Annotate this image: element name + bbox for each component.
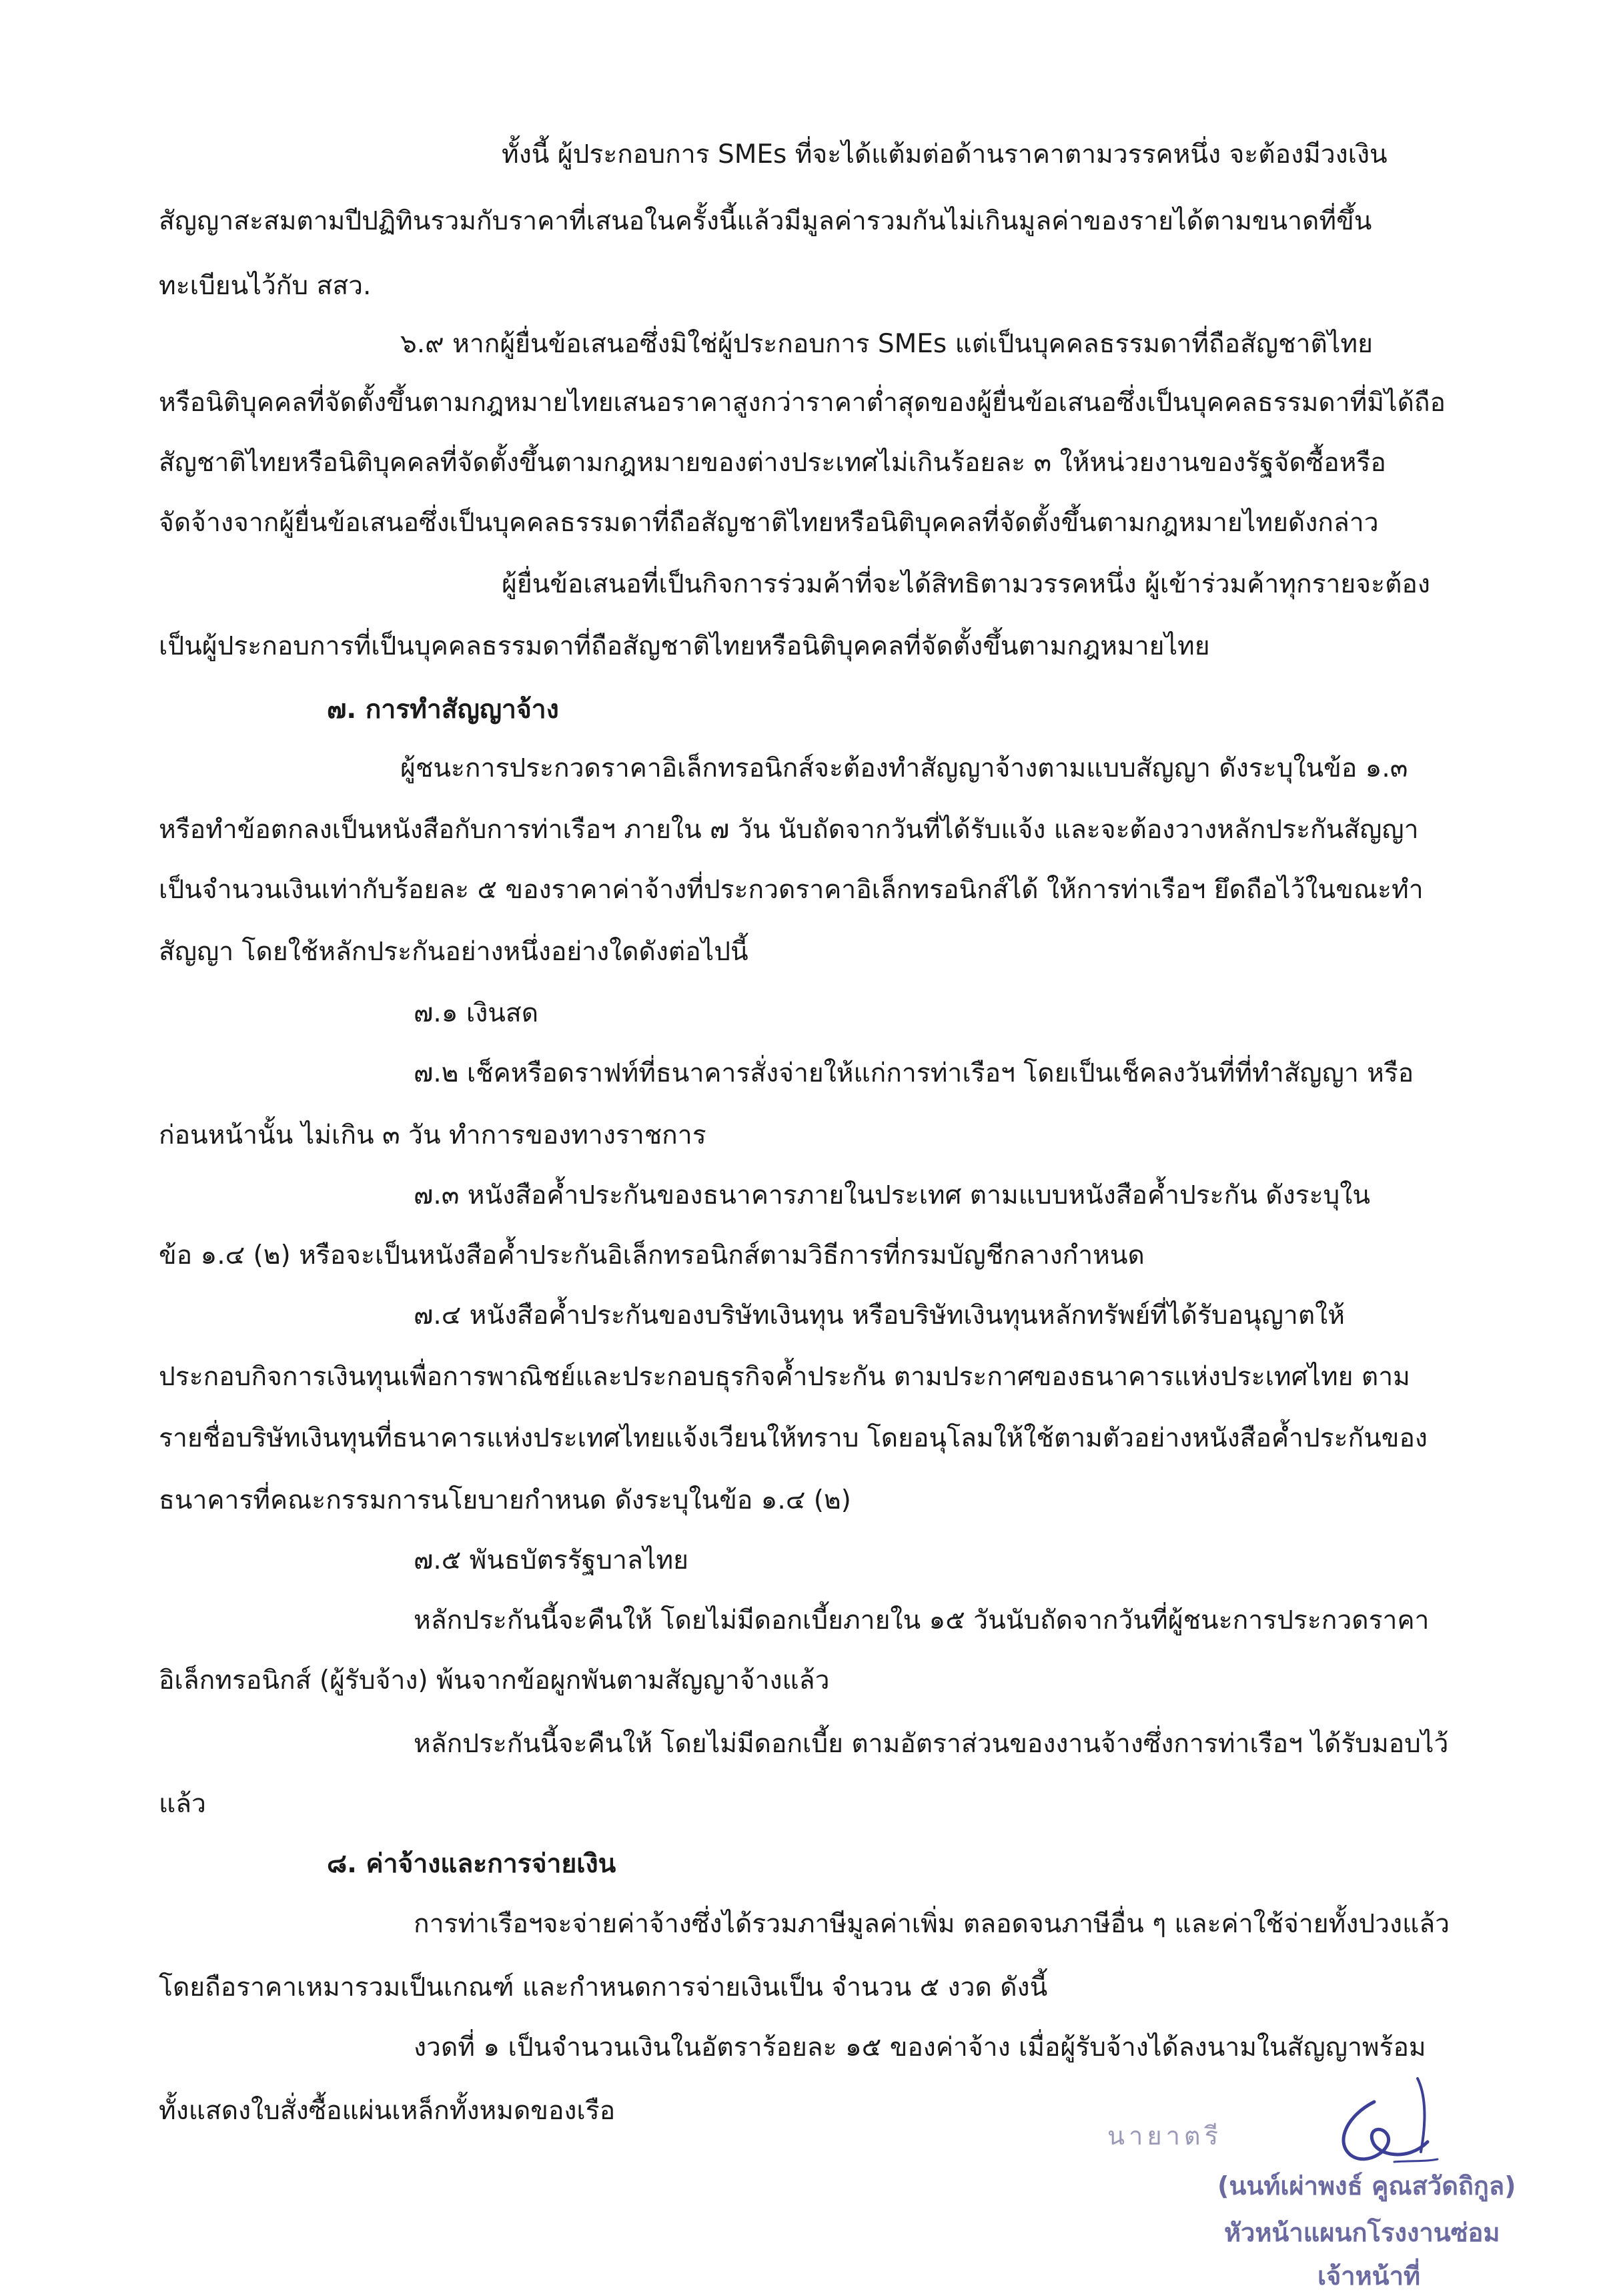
paragraph-line: การท่าเรือฯจะจ่ายค่าจ้างซึ่งได้รวมภาษีมูลค่าเพิ่ม ตลอดจนภาษีอื่น ๆ และค่าใช้จ่ายทั้งปวงแล้ว <box>414 1909 1450 1939</box>
paragraph-line: งวดที่ ๑ เป็นจำนวนเงินในอัตราร้อยละ ๑๕ ของค่าจ้าง เมื่อผู้รับจ้างได้ลงนามในสัญญาพร้อม <box>414 2032 1426 2062</box>
paragraph-line: หลักประกันนี้จะคืนให้ โดยไม่มีดอกเบี้ยภายใน ๑๕ วันนับถัดจากวันที่ผู้ชนะการประกวดราคา <box>414 1605 1430 1635</box>
paragraph-line: โดยถือราคาเหมารวมเป็นเกณฑ์ และกำหนดการจ่ายเงินเป็น จำนวน ๕ งวด ดังนี้ <box>159 1972 1048 2002</box>
list-item: ๗.๔ หนังสือค้ำประกันของบริษัทเงินทุน หรือบริษัทเงินทุนหลักทรัพย์ที่ได้รับอนุญาตให้ <box>414 1300 1345 1330</box>
paragraph-line: ผู้ยื่นข้อเสนอที่เป็นกิจการร่วมค้าที่จะได้สิทธิตามวรรคหนึ่ง ผู้เข้าร่วมค้าทุกรายจะต้อง <box>502 569 1430 599</box>
paragraph-line: ทะเบียนไว้กับ สสว. <box>159 271 372 301</box>
list-item: ๗.๒ เช็คหรือดราฟท์ที่ธนาคารสั่งจ่ายให้แก่การท่าเรือฯ โดยเป็นเช็คลงวันที่ที่ทำสัญญา หรือ <box>414 1058 1414 1088</box>
paragraph-line: ข้อ ๑.๔ (๒) หรือจะเป็นหนังสือค้ำประกันอิเล็กทรอนิกส์ตามวิธีการที่กรมบัญชีกลางกำหนด <box>159 1240 1145 1270</box>
paragraph-line: ก่อนหน้านั้น ไม่เกิน ๓ วัน ทำการของทางราชการ <box>159 1120 706 1150</box>
paragraph-line: สัญชาติไทยหรือนิติบุคคลที่จัดตั้งขึ้นตามกฎหมายของต่างประเทศไม่เกินร้อยละ ๓ ให้หน่วยงานของรัฐจัดซื้อหรือ <box>159 448 1386 478</box>
stamp-role-text: นายาตรี <box>1107 2121 1223 2151</box>
paragraph-line: หรือนิติบุคคลที่จัดตั้งขึ้นตามกฎหมายไทยเสนอราคาสูงกว่าราคาต่ำสุดของผู้ยื่นข้อเสนอซึ่งเป็นบุคคลธรรมดาที่มิได้ถือ <box>159 388 1446 418</box>
paragraph-line: แล้ว <box>159 1789 206 1819</box>
list-item: ๗.๑ เงินสด <box>414 998 539 1028</box>
list-item: ๗.๕ พันธบัตรรัฐบาลไทย <box>414 1545 689 1575</box>
stamp-name: (นนท์เผ่าพงธ์ คูณสวัดถิกูล) <box>1217 2171 1516 2201</box>
paragraph-line: ประกอบกิจการเงินทุนเพื่อการพาณิชย์และประกอบธุรกิจค้ำประกัน ตามประกาศของธนาคารแห่งประเทศไทย ตาม <box>159 1362 1410 1392</box>
paragraph-line: หรือทำข้อตกลงเป็นหนังสือกับการท่าเรือฯ ภายใน ๗ วัน นับถัดจากวันที่ได้รับแจ้ง และจะต้องวางหลักประกันสัญญา <box>159 815 1419 845</box>
paragraph-line: เป็นจำนวนเงินเท่ากับร้อยละ ๕ ของราคาค่าจ้างที่ประกวดราคาอิเล็กทรอนิกส์ได้ ให้การท่าเรือฯ ยึดถือไว้ในขณะทำ <box>159 875 1424 905</box>
paragraph-line: จัดจ้างจากผู้ยื่นข้อเสนอซึ่งเป็นบุคคลธรรมดาที่ถือสัญชาติไทยหรือนิติบุคคลที่จัดตั้งขึ้นตามกฎหมายไทยดังกล่าว <box>159 508 1379 538</box>
section-heading-8: ๘. ค่าจ้างและการจ่ายเงิน <box>327 1849 616 1879</box>
stamp-position: เจ้าหน้าที่ <box>1317 2261 1421 2291</box>
paragraph-line: สัญญา โดยใช้หลักประกันอย่างหนึ่งอย่างใดดังต่อไปนี้ <box>159 937 748 967</box>
paragraph-line: ทั้งนี้ ผู้ประกอบการ SMEs ที่จะได้แต้มต่อด้านราคาตามวรรคหนึ่ง จะต้องมีวงเงิน <box>502 139 1388 169</box>
paragraph-line: ผู้ชนะการประกวดราคาอิเล็กทรอนิกส์จะต้องทำสัญญาจ้างตามแบบสัญญา ดังระบุในข้อ ๑.๓ <box>400 753 1408 783</box>
paragraph-line: ธนาคารที่คณะกรรมการนโยบายกำหนด ดังระบุในข้อ ๑.๔ (๒) <box>159 1485 851 1515</box>
paragraph-line: สัญญาสะสมตามปีปฏิทินรวมกับราคาที่เสนอในครั้งนี้แล้วมีมูลค่ารวมกันไม่เกินมูลค่าของรายได้ตามขนาดที่ขึ้น <box>159 206 1372 236</box>
section-heading-7: ๗. การทำสัญญาจ้าง <box>327 695 559 725</box>
list-item: ๗.๓ หนังสือค้ำประกันของธนาคารภายในประเทศ ตามแบบหนังสือค้ำประกัน ดังระบุใน <box>414 1180 1371 1210</box>
paragraph-line: ๖.๙ หากผู้ยื่นข้อเสนอซึ่งมิใช่ผู้ประกอบการ SMEs แต่เป็นบุคคลธรรมดาที่ถือสัญชาติไทย <box>400 329 1373 359</box>
paragraph-line: ทั้งแสดงใบสั่งซื้อแผ่นเหล็กทั้งหมดของเรือ <box>159 2096 616 2126</box>
paragraph-line: หลักประกันนี้จะคืนให้ โดยไม่มีดอกเบี้ย ตามอัตราส่วนของงานจ้างซึ่งการท่าเรือฯ ได้รับมอบไว้ <box>414 1729 1449 1759</box>
paragraph-line: เป็นผู้ประกอบการที่เป็นบุคคลธรรมดาที่ถือสัญชาติไทยหรือนิติบุคคลที่จัดตั้งขึ้นตามกฎหมายไทย <box>159 631 1210 661</box>
stamp-title: หัวหน้าแผนกโรงงานซ่อม <box>1224 2218 1500 2247</box>
paragraph-line: รายชื่อบริษัทเงินทุนที่ธนาคารแห่งประเทศไทยแจ้งเวียนให้ทราบ โดยอนุโลมให้ใช้ตามตัวอย่างหนังสือค้ำประกันของ <box>159 1423 1428 1453</box>
paragraph-line: อิเล็กทรอนิกส์ (ผู้รับจ้าง) พ้นจากข้อผูกพันตามสัญญาจ้างแล้ว <box>159 1665 830 1695</box>
